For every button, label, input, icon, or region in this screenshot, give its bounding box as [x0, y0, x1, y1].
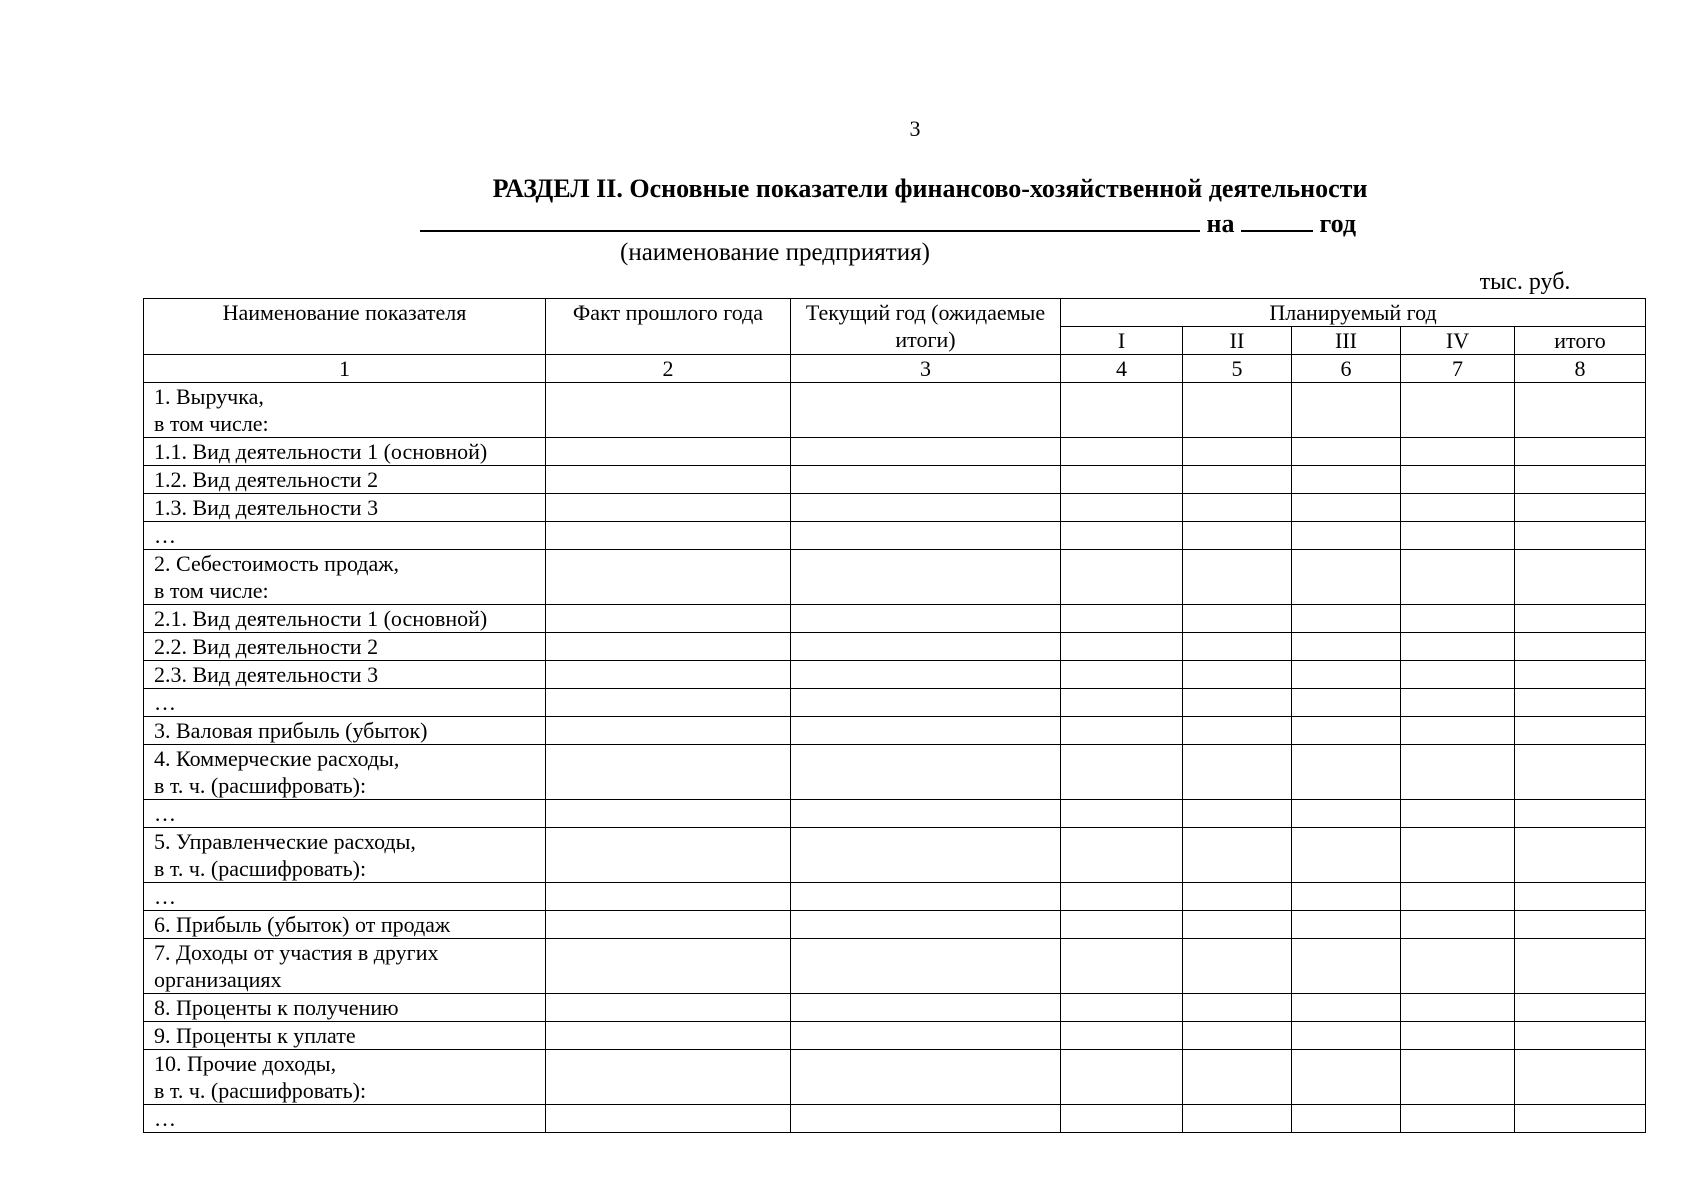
data-cell[interactable]: [1515, 717, 1646, 745]
table-row: [144, 911, 1646, 939]
data-cell[interactable]: [791, 883, 1061, 911]
row-label: …: [144, 883, 546, 911]
data-cell[interactable]: [791, 466, 1061, 494]
data-cell[interactable]: [1183, 605, 1292, 633]
data-cell[interactable]: [546, 522, 791, 550]
data-cell[interactable]: [791, 911, 1061, 939]
data-cell[interactable]: [546, 550, 791, 605]
data-cell[interactable]: [1061, 494, 1183, 522]
table-row: [144, 605, 1646, 633]
data-cell[interactable]: [1401, 883, 1515, 911]
data-cell[interactable]: [1061, 883, 1183, 911]
data-cell[interactable]: [1401, 466, 1515, 494]
row-label: 6. Прибыль (убыток) от продаж: [144, 911, 546, 939]
data-cell[interactable]: [1401, 828, 1515, 883]
table-row: [144, 717, 1646, 745]
data-cell[interactable]: [1292, 466, 1401, 494]
data-cell[interactable]: [1292, 1050, 1401, 1105]
section-title: РАЗДЕЛ II. Основные показатели финансово-хозяйственной деятельности: [492, 174, 1368, 203]
table-row: [144, 494, 1646, 522]
data-cell[interactable]: [1061, 661, 1183, 689]
data-cell[interactable]: [1292, 883, 1401, 911]
data-cell[interactable]: [1183, 745, 1292, 800]
data-cell[interactable]: [1061, 383, 1183, 438]
data-cell[interactable]: [546, 800, 791, 828]
data-cell[interactable]: [1183, 494, 1292, 522]
header-quarter-2: II: [1183, 327, 1292, 355]
data-cell[interactable]: [1401, 383, 1515, 438]
data-cell[interactable]: [1183, 689, 1292, 717]
data-cell[interactable]: [1061, 633, 1183, 661]
table-row: [144, 466, 1646, 494]
data-cell[interactable]: [1183, 828, 1292, 883]
title-line-organization-year: [420, 206, 1356, 236]
data-cell[interactable]: [1515, 1050, 1646, 1105]
data-cell[interactable]: [1061, 550, 1183, 605]
word-na: на: [1206, 209, 1235, 238]
data-cell[interactable]: [1183, 800, 1292, 828]
data-cell[interactable]: [1515, 1105, 1646, 1133]
data-cell[interactable]: [1061, 605, 1183, 633]
data-cell[interactable]: [546, 717, 791, 745]
data-cell[interactable]: [1061, 939, 1183, 994]
data-cell[interactable]: [791, 438, 1061, 466]
data-cell[interactable]: [1401, 717, 1515, 745]
data-cell[interactable]: [546, 911, 791, 939]
data-cell[interactable]: [1292, 800, 1401, 828]
data-cell[interactable]: [1183, 383, 1292, 438]
data-cell[interactable]: [1183, 1050, 1292, 1105]
table-row: [144, 828, 1646, 883]
data-cell[interactable]: [1515, 466, 1646, 494]
data-cell[interactable]: [1515, 550, 1646, 605]
header-current-year: Текущий год (ожидаемые итоги): [791, 299, 1061, 355]
data-cell[interactable]: [1292, 633, 1401, 661]
data-cell[interactable]: [1515, 605, 1646, 633]
data-cell[interactable]: [1292, 1105, 1401, 1133]
data-cell[interactable]: [791, 633, 1061, 661]
column-number: 4: [1061, 355, 1183, 383]
table-row: [144, 745, 1646, 800]
data-cell[interactable]: [1515, 438, 1646, 466]
data-cell[interactable]: [791, 661, 1061, 689]
data-cell[interactable]: [1292, 911, 1401, 939]
data-cell[interactable]: [1292, 661, 1401, 689]
table-row: [144, 939, 1646, 994]
row-label: 1.1. Вид деятельности 1 (основной): [144, 438, 546, 466]
data-cell[interactable]: [791, 717, 1061, 745]
data-cell[interactable]: [1061, 1105, 1183, 1133]
row-label: 7. Доходы от участия в других организациях: [144, 939, 546, 994]
data-cell[interactable]: [1061, 828, 1183, 883]
data-cell[interactable]: [1183, 911, 1292, 939]
data-cell[interactable]: [1183, 466, 1292, 494]
data-cell[interactable]: [1183, 939, 1292, 994]
organization-name-blank[interactable]: [420, 206, 1200, 232]
row-label: 1.2. Вид деятельности 2: [144, 466, 546, 494]
data-cell[interactable]: [791, 689, 1061, 717]
data-cell[interactable]: [546, 745, 791, 800]
table-row: [144, 883, 1646, 911]
data-cell[interactable]: [1401, 661, 1515, 689]
data-cell[interactable]: [1061, 717, 1183, 745]
year-blank[interactable]: [1241, 206, 1313, 232]
data-cell[interactable]: [546, 883, 791, 911]
row-label: …: [144, 689, 546, 717]
row-label: 5. Управленческие расходы, в т. ч. (расшифровать):: [144, 828, 546, 883]
data-cell[interactable]: [1401, 438, 1515, 466]
row-label: …: [144, 522, 546, 550]
row-label: 1.3. Вид деятельности 3: [144, 494, 546, 522]
data-cell[interactable]: [1183, 522, 1292, 550]
data-cell[interactable]: [791, 994, 1061, 1022]
row-label: 2.3. Вид деятельности 3: [144, 661, 546, 689]
table-row: [144, 1022, 1646, 1050]
data-cell[interactable]: [1183, 717, 1292, 745]
column-number: 5: [1183, 355, 1292, 383]
table-row: [144, 994, 1646, 1022]
data-cell[interactable]: [546, 494, 791, 522]
data-cell[interactable]: [1401, 633, 1515, 661]
column-number: 3: [791, 355, 1061, 383]
data-cell[interactable]: [1183, 438, 1292, 466]
data-cell[interactable]: [1183, 994, 1292, 1022]
row-label: 2. Себестоимость продаж, в том числе:: [144, 550, 546, 605]
row-label: 2.2. Вид деятельности 2: [144, 633, 546, 661]
data-cell[interactable]: [1401, 605, 1515, 633]
header-prev-fact: Факт прошлого года: [546, 299, 791, 355]
data-cell[interactable]: [546, 466, 791, 494]
data-cell[interactable]: [546, 828, 791, 883]
table-row: [144, 689, 1646, 717]
data-cell[interactable]: [1515, 911, 1646, 939]
data-cell[interactable]: [1515, 383, 1646, 438]
table-row: [144, 550, 1646, 605]
data-cell[interactable]: [546, 689, 791, 717]
data-cell[interactable]: [546, 605, 791, 633]
data-cell[interactable]: [791, 383, 1061, 438]
row-label: …: [144, 800, 546, 828]
data-cell[interactable]: [1401, 522, 1515, 550]
data-cell[interactable]: [1183, 550, 1292, 605]
data-cell[interactable]: [546, 1022, 791, 1050]
header-quarter-4: IV: [1401, 327, 1515, 355]
data-cell[interactable]: [1061, 911, 1183, 939]
header-planned-year: Планируемый год: [1061, 299, 1646, 327]
table-row: [144, 633, 1646, 661]
data-cell[interactable]: [1292, 605, 1401, 633]
data-cell[interactable]: [1061, 1022, 1183, 1050]
header-quarter-1: I: [1061, 327, 1183, 355]
row-label: 10. Прочие доходы, в т. ч. (расшифровать):: [144, 1050, 546, 1105]
header-quarter-3: III: [1292, 327, 1401, 355]
data-cell[interactable]: [1183, 633, 1292, 661]
page-number: 3: [909, 116, 921, 141]
column-number: 8: [1515, 355, 1646, 383]
data-cell[interactable]: [1061, 438, 1183, 466]
data-cell[interactable]: [546, 438, 791, 466]
data-cell[interactable]: [791, 1105, 1061, 1133]
data-cell[interactable]: [1292, 550, 1401, 605]
data-cell[interactable]: [1292, 745, 1401, 800]
data-cell[interactable]: [1515, 661, 1646, 689]
row-label: 9. Проценты к уплате: [144, 1022, 546, 1050]
data-cell[interactable]: [546, 994, 791, 1022]
data-cell[interactable]: [791, 494, 1061, 522]
data-cell[interactable]: [1401, 1050, 1515, 1105]
data-cell[interactable]: [1515, 939, 1646, 994]
row-label: 2.1. Вид деятельности 1 (основной): [144, 605, 546, 633]
data-cell[interactable]: [1401, 745, 1515, 800]
data-cell[interactable]: [791, 745, 1061, 800]
table-row: [144, 438, 1646, 466]
data-cell[interactable]: [546, 1050, 791, 1105]
organization-caption: (наименование предприятия): [620, 239, 930, 266]
data-cell[interactable]: [1292, 939, 1401, 994]
data-cell[interactable]: [1515, 994, 1646, 1022]
data-cell[interactable]: [1401, 494, 1515, 522]
table-row: [144, 1105, 1646, 1133]
data-cell[interactable]: [546, 661, 791, 689]
data-cell[interactable]: [791, 939, 1061, 994]
data-cell[interactable]: [1292, 994, 1401, 1022]
data-cell[interactable]: [1515, 522, 1646, 550]
table-row: [144, 661, 1646, 689]
data-cell[interactable]: [1401, 1022, 1515, 1050]
data-cell[interactable]: [791, 828, 1061, 883]
data-cell[interactable]: [1183, 1105, 1292, 1133]
data-cell[interactable]: [1292, 1022, 1401, 1050]
data-cell[interactable]: [1183, 1022, 1292, 1050]
column-number: 2: [546, 355, 791, 383]
data-cell[interactable]: [546, 633, 791, 661]
data-cell[interactable]: [1401, 911, 1515, 939]
data-cell[interactable]: [1515, 633, 1646, 661]
data-cell[interactable]: [791, 522, 1061, 550]
data-cell[interactable]: [791, 1050, 1061, 1105]
data-cell[interactable]: [1401, 994, 1515, 1022]
data-cell[interactable]: [1292, 689, 1401, 717]
data-cell[interactable]: [1292, 717, 1401, 745]
data-cell[interactable]: [1292, 828, 1401, 883]
data-cell[interactable]: [1061, 1050, 1183, 1105]
data-cell[interactable]: [1401, 689, 1515, 717]
data-cell[interactable]: [1401, 939, 1515, 994]
data-cell[interactable]: [1515, 745, 1646, 800]
data-cell[interactable]: [1292, 438, 1401, 466]
data-cell[interactable]: [1061, 522, 1183, 550]
row-label: 1. Выручка, в том числе:: [144, 383, 546, 438]
data-cell[interactable]: [1292, 383, 1401, 438]
data-cell[interactable]: [1183, 883, 1292, 911]
header-total: итого: [1515, 327, 1646, 355]
column-number: 6: [1292, 355, 1401, 383]
data-cell[interactable]: [1515, 689, 1646, 717]
data-cell[interactable]: [1292, 494, 1401, 522]
data-cell[interactable]: [1183, 661, 1292, 689]
table-row: [144, 383, 1646, 438]
data-cell[interactable]: [1401, 800, 1515, 828]
data-cell[interactable]: [1401, 1105, 1515, 1133]
units-label: тыс. руб.: [1479, 269, 1571, 295]
column-number: 7: [1401, 355, 1515, 383]
data-cell[interactable]: [1061, 994, 1183, 1022]
table-row: [144, 1050, 1646, 1105]
data-cell[interactable]: [1061, 466, 1183, 494]
data-cell[interactable]: [1061, 689, 1183, 717]
data-cell[interactable]: [1401, 550, 1515, 605]
data-cell[interactable]: [546, 383, 791, 438]
column-number: 1: [144, 355, 546, 383]
data-cell[interactable]: [546, 1105, 791, 1133]
data-cell[interactable]: [546, 939, 791, 994]
data-cell[interactable]: [1515, 494, 1646, 522]
data-cell[interactable]: [1061, 745, 1183, 800]
data-cell[interactable]: [1515, 828, 1646, 883]
data-cell[interactable]: [1515, 1022, 1646, 1050]
data-cell[interactable]: [1515, 883, 1646, 911]
data-cell[interactable]: [1292, 522, 1401, 550]
indicators-table: [143, 298, 1646, 1133]
data-cell[interactable]: [791, 550, 1061, 605]
data-cell[interactable]: [791, 1022, 1061, 1050]
data-cell[interactable]: [791, 800, 1061, 828]
row-label: 4. Коммерческие расходы, в т. ч. (расшифровать):: [144, 745, 546, 800]
row-label: 8. Проценты к получению: [144, 994, 546, 1022]
row-label: …: [144, 1105, 546, 1133]
table-row: [144, 800, 1646, 828]
row-label: 3. Валовая прибыль (убыток): [144, 717, 546, 745]
word-god: год: [1319, 209, 1357, 238]
header-indicator: Наименование показателя: [144, 299, 546, 355]
data-cell[interactable]: [1061, 800, 1183, 828]
data-cell[interactable]: [791, 605, 1061, 633]
data-cell[interactable]: [1515, 800, 1646, 828]
table-row: [144, 522, 1646, 550]
